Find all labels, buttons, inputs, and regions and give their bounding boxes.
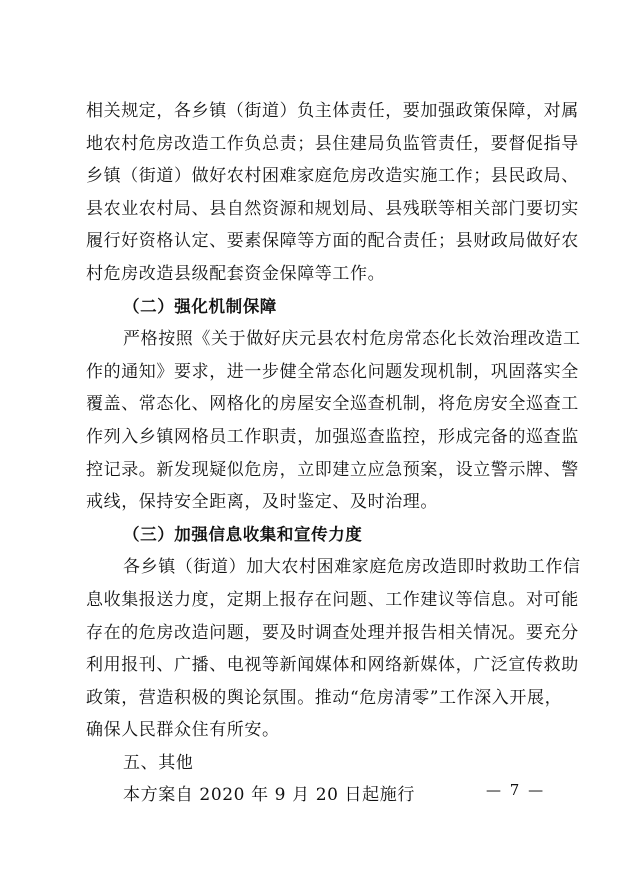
paragraph-line: 作的通知》要求，进一步健全常态化问题发现机制，巩固落实全: [86, 361, 579, 382]
paragraph-line: 作列入乡镇网格员工作职责，加强巡查监控，形成完备的巡查监: [86, 426, 579, 447]
paragraph-line: 戒线，保持安全距离，及时鉴定、及时治理。: [86, 492, 438, 513]
paragraph-line: 各乡镇（街道）加大农村困难家庭危房改造即时救助工作信: [123, 557, 581, 578]
paragraph-line: 严格按照《关于做好庆元县农村危房常态化长效治理改造工: [123, 329, 581, 350]
paragraph-line: 乡镇（街道）做好农村困难家庭危房改造实施工作；县民政局、: [86, 166, 579, 187]
paragraph-line: 确保人民群众住有所安。: [86, 720, 280, 741]
document-body: [86, 95, 581, 812]
page-number: — 7 —: [486, 781, 546, 799]
paragraph-line: 息收集报送力度，定期上报存在问题、工作建议等信息。对可能: [86, 589, 579, 610]
paragraph-line: 利用报刊、广播、电视等新闻媒体和网络新媒体，广泛宣传救助: [86, 655, 579, 676]
paragraph-line: 政策，营造积极的舆论氛围。推动“危房清零”工作深入开展，: [86, 687, 563, 708]
section-heading: （三）加强信息收集和宣传力度: [123, 524, 363, 544]
paragraph-line: 控记录。新发现疑似危房，立即建立应急预案，设立警示牌、警: [86, 459, 579, 480]
paragraph-line: 覆盖、常态化、网格化的房屋安全巡查机制，将危房安全巡查工: [86, 394, 579, 415]
paragraph-line: 县农业农村局、县自然资源和规划局、县残联等相关部门要切实: [86, 198, 579, 219]
paragraph-line: 履行好资格认定、要素保障等方面的配合责任；县财政局做好农: [86, 231, 579, 252]
paragraph-line: 存在的危房改造问题，要及时调查处理并报告相关情况。要充分: [86, 622, 579, 643]
section-heading: 五、其他: [123, 752, 194, 773]
paragraph-line: 村危房改造县级配套资金保障等工作。: [86, 263, 386, 284]
section-heading: （二）强化机制保障: [123, 296, 277, 316]
paragraph-line: 地农村危房改造工作负总责；县住建局负监管责任，要督促指导: [86, 133, 579, 154]
paragraph-line: 本方案自 2020 年 9 月 20 日起施行: [123, 785, 415, 806]
paragraph-line: 相关规定，各乡镇（街道）负主体责任，要加强政策保障，对属: [86, 101, 579, 121]
